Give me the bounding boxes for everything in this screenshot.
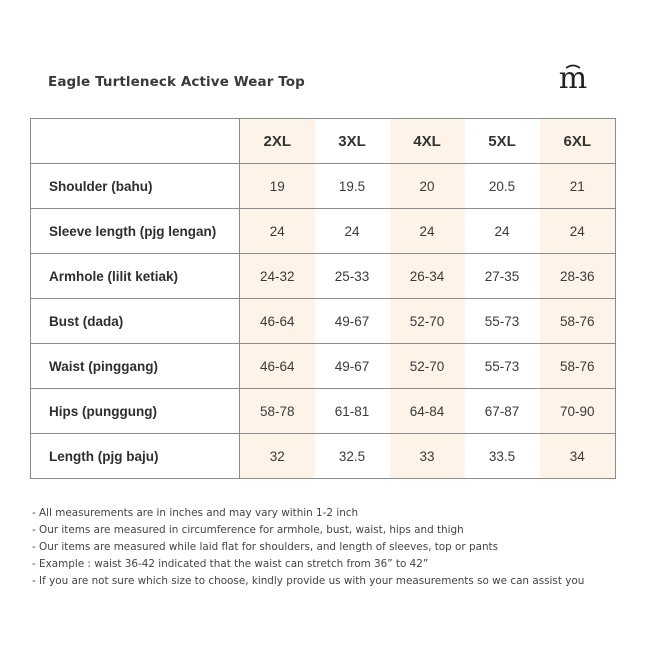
size-chart-table (30, 118, 616, 479)
table-cell: 46-64 (240, 299, 315, 344)
table-cell: 28-36 (540, 254, 616, 299)
table-cell: 20 (390, 164, 465, 209)
product-title: Eagle Turtleneck Active Wear Top (48, 74, 305, 90)
table-cell: 33 (390, 434, 465, 479)
size-header: 5XL (465, 119, 540, 164)
note-line: - Our items are measured while laid flat for shoulders, and length of sleeves, top or pants (32, 540, 499, 553)
table-row (31, 254, 616, 299)
measurement-notes (32, 505, 584, 590)
table-cell: 24 (540, 209, 616, 254)
corner-cell (31, 119, 240, 164)
table-cell: 49-67 (315, 299, 390, 344)
table-cell: 34 (540, 434, 616, 479)
table-cell: 25-33 (315, 254, 390, 299)
table-cell: 64-84 (390, 389, 465, 434)
table-cell: 61-81 (315, 389, 390, 434)
table-cell: 26-34 (390, 254, 465, 299)
table-cell: 58-78 (240, 389, 315, 434)
brand-logo-icon (555, 62, 591, 96)
note-line: - All measurements are in inches and may vary within 1-2 inch (32, 507, 359, 519)
row-label: Hips (punggung) (31, 389, 240, 434)
table-cell: 52-70 (390, 344, 465, 389)
table-cell: 21 (540, 164, 616, 209)
table-row (31, 434, 616, 479)
note-line: - Our items are measured in circumference for armhole, bust, waist, hips and thigh (32, 523, 464, 536)
brand-logo-text: m (558, 62, 588, 96)
table-cell: 27-35 (465, 254, 540, 299)
table-cell: 24 (465, 209, 540, 254)
size-header: 4XL (390, 119, 465, 164)
table-row (31, 299, 616, 344)
note-line: - Example : waist 36-42 indicated that the waist can stretch from 36” to 42” (32, 557, 429, 570)
row-label: Length (pjg baju) (31, 434, 240, 479)
table-cell: 19 (240, 164, 315, 209)
table-cell: 32 (240, 434, 315, 479)
size-header: 2XL (240, 119, 315, 164)
table-row (31, 164, 616, 209)
table-cell: 24 (390, 209, 465, 254)
size-header-row (31, 119, 616, 164)
row-label: Bust (dada) (31, 299, 240, 344)
table-cell: 20.5 (465, 164, 540, 209)
table-cell: 52-70 (390, 299, 465, 344)
row-label: Sleeve length (pjg lengan) (31, 209, 240, 254)
size-header: 3XL (315, 119, 390, 164)
table-cell: 33.5 (465, 434, 540, 479)
table-cell: 55-73 (465, 299, 540, 344)
table-row (31, 209, 616, 254)
table-cell: 32.5 (315, 434, 390, 479)
note-line: - If you are not sure which size to choose, kindly provide us with your measurements so we can assist you (32, 574, 585, 587)
row-label: Shoulder (bahu) (31, 164, 240, 209)
table-cell: 24 (315, 209, 390, 254)
table-row (31, 344, 616, 389)
table-cell: 49-67 (315, 344, 390, 389)
row-label: Armhole (lilit ketiak) (31, 254, 240, 299)
table-cell: 70-90 (540, 389, 616, 434)
row-label: Waist (pinggang) (31, 344, 240, 389)
table-cell: 24-32 (240, 254, 315, 299)
table-cell: 58-76 (540, 299, 616, 344)
table-cell: 55-73 (465, 344, 540, 389)
table-cell: 58-76 (540, 344, 616, 389)
table-cell: 24 (240, 209, 315, 254)
table-row (31, 389, 616, 434)
table-cell: 67-87 (465, 389, 540, 434)
table-cell: 46-64 (240, 344, 315, 389)
size-header: 6XL (540, 119, 616, 164)
table-cell: 19.5 (315, 164, 390, 209)
